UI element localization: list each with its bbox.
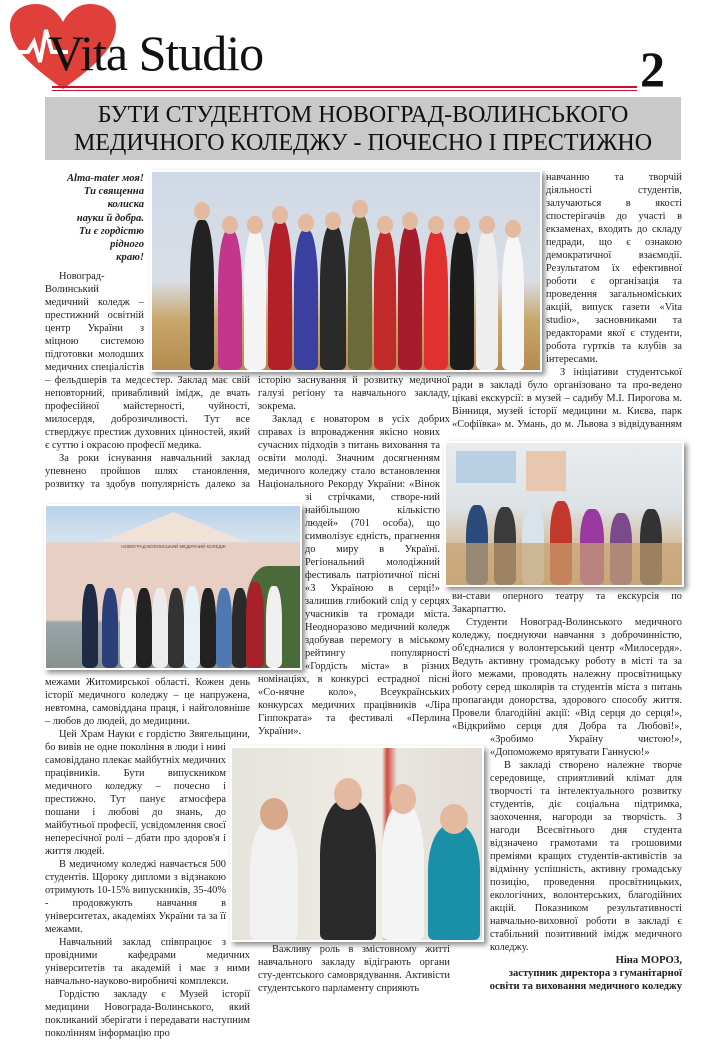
author-position: заступник директора з гуманітарної — [508, 968, 682, 979]
headline-band — [45, 97, 681, 160]
epigraph-line: науки й добра. — [76, 212, 144, 224]
paragraph-part: милосердя, доброзичливості. Тут все стверджує престиж духовних цінностей, який є суттю і окрасою професії медика. — [45, 414, 250, 452]
building-sign: НОВОГРАД-ВОЛИНСЬКИЙ МЕДИЧНИЙ КОЛЕДЖ — [121, 544, 226, 549]
paragraph-part: «Відкриймо серця для Добра та Любові!», «Зробимо Україну чистою!», «Допоможемо врятувати Ганнусю!» — [452, 721, 682, 758]
paragraph-part: Студенти Новоград-Волинського медичного коледжу, поєднуючи навчання з доброчинністю, об'єдналися у волонтерський центр «Милосердя». Ведуть активну громадську роботу в місті та за його межами, проводять належну просвітницьку роботу серед школярів та студентів міста з питань пропаганди донорства, здорового способу життя. Провели благодійні акції: «Від серця до серця!», — [452, 617, 682, 719]
paragraph-part: ний найбільшою кількістю людей» (701 особа), що символізує єдність, прагнення до миру в Україні. Регіональний молодіжний фестиваль патріотичної пісні «З Україною в серці!» залишив глибокий слід у серцях учасників та громади міста. Неодноразово медичний коледж здобував перемогу в міському рейтингу популярності «Гордість міста» в різних номінаціях, в конкурсі естрадної пісні «Со- — [258, 492, 450, 698]
photo-spacer — [440, 438, 450, 588]
headline-line-2: МЕДИЧНОГО КОЛЕДЖУ - ПОЧЕСНО І ПРЕСТИЖНО — [73, 130, 653, 156]
paragraph-part: Тут панує атмосфера пошани і любові до знань, до майбутньої професії, усвідомлення своєї непересічної ролі – дбати про здоров'я і життя людей. — [45, 794, 226, 857]
epigraph-line: Alma-mater моя! — [66, 173, 144, 184]
paragraph-part: стави оперного театру та екскурсія по Закарпаттю. — [452, 591, 682, 615]
author-position: освіти та виховання медичного коледжу — [489, 981, 682, 992]
photo-spacer — [452, 741, 490, 943]
paragraph — [452, 616, 682, 759]
paragraph-part: З ініціативи студентської ради в закладі було організовано та про- — [452, 367, 682, 391]
page-number: 2 — [640, 41, 665, 97]
paragraph-part: Важливу роль в змістовному житті навчального закладу відіграють органи сту- — [258, 944, 450, 981]
photo-spacer — [226, 742, 250, 944]
epigraph-line: Ти священна колиска — [83, 186, 144, 211]
photo-spacer — [258, 741, 450, 943]
paragraph-part: нячне коло», Всеукраїнських конкурсах медичних працівників «Ліра Гіппократа» та фестивалі «Перлина України». — [258, 687, 450, 737]
author-signature — [452, 954, 682, 993]
article-column-3 — [452, 171, 682, 993]
paragraph: За роки існування навчальний заклад упевнено пройшов шлях становлення, розвитку та здобув популярність далеко за межами Житомирської області. Кожен день історії медичного коледжу – це напружена, невтомна, самовіддана праця, і найголовніше – любов до людей, до медицини. — [45, 453, 250, 727]
epigraph-line: краю! — [116, 252, 144, 264]
photo-spacer — [452, 171, 546, 374]
paragraph-part: Цей Храм Науки є гордістю Звягельщини, бо вивів не одне покоління в люди і нині самовіддано плекає майбутніх медичних працівників. Бути випускником медичного коледжу – почесно і престижно. — [45, 729, 250, 805]
masthead-rule — [52, 86, 637, 88]
article-column-2 — [258, 374, 450, 995]
paragraph-part: Новоград-Волинський медичний коледж – престижний освітній центр України з міцною системою підготовки молодших медичних спеціалістів – фельдшерів та медсестер. Заклад має свій неповторний, привабливий імідж, де вчать професійної майстерності, чуйності, — [45, 271, 250, 413]
epigraph-line: Ти є гордістю рідного — [78, 225, 144, 251]
paragraph: навчанню та творчій діяльності студентів, залучаються в якості спостерігачів до участі в екзаменах, входять до складу педради, що є ознакою демократичної взаємодії. Результатом їх ефективної роботи є організація та проведення загальноміських акцій, випуск газети «Vita studio», засновниками та редакторами якої є студенти, робота гуртків та клубів за інтересами. — [546, 172, 682, 365]
photo-spacer — [258, 501, 305, 673]
photo-spacer — [45, 502, 250, 676]
article-column-1 — [45, 172, 250, 1040]
paragraph-part: ведено цікаві екскурсії: в музей – садибу М.І. Пирогова м. Вінниця, музей історії медицини м. Києва, парк «Софіївка» м. Умань, до м. Львова з відвідуванням ви- — [452, 380, 682, 602]
headline-line-1: БУТИ СТУДЕНТОМ НОВОГРАД-ВОЛИНСЬКОГО — [97, 102, 629, 128]
masthead — [0, 0, 724, 95]
author-name: Ніна МОРОЗ, — [615, 955, 682, 966]
paragraph — [45, 728, 250, 858]
masthead-rule-thin — [52, 90, 637, 91]
paragraph: В закладі створено належне творче середовище, сприятливий клімат для творчості та інтелектуального розвитку студентів, діє соціальна підтримка, заохочення, нагороди за творчість. З нагоди Всесвітнього дня студента відзначено грамотами та грошовими преміями кращих студентів-активістів за відмінну успішність, активну громадську позицію, проведення просвітницьких, екологічних, волонтерських, благодійних акцій. Показником результативності навчально-виховної роботи в закладі є стабільний позитивний імідж медичного коледжу. — [490, 760, 682, 953]
paragraph-part: Заклад є новатором в усіх добрих справах із впровадження якісно нових сучасних підходів з питань виховання та освіти молоді. Значним досягненням медичного коледжу стало встановлення Національного Рекорду України: «Вінок зі стрічками, створе- — [258, 414, 450, 503]
paragraph: історію заснування й розвитку медичної галузі регіону та навчального закладу, зокрема. — [258, 375, 450, 412]
logo-text: Vita Studio — [48, 25, 264, 81]
paragraph: Навчальний заклад співпрацює з провідними кафедрами медичних університетів та академій і має з ними навчально-науково-виробничі комплекси. — [45, 937, 250, 987]
paragraph: В медичному коледжі навчається 500 студентів. Щороку дипломи з відзнакою отримують 10-15% випускників, 35-40% - продовжують навчання в університетах, академіях України та за її межами. — [45, 859, 226, 935]
photo-spacer — [144, 172, 250, 374]
paragraph-part: дентського самоврядування. Активісти студентського парламенту сприяють — [258, 970, 450, 994]
paragraph: Гордістю закладу є Музей історії медицини Новограда-Волинського, який покликаний зберігати і передавати наступним поколінням інформацію про — [45, 989, 250, 1039]
photo-spacer — [452, 438, 682, 590]
